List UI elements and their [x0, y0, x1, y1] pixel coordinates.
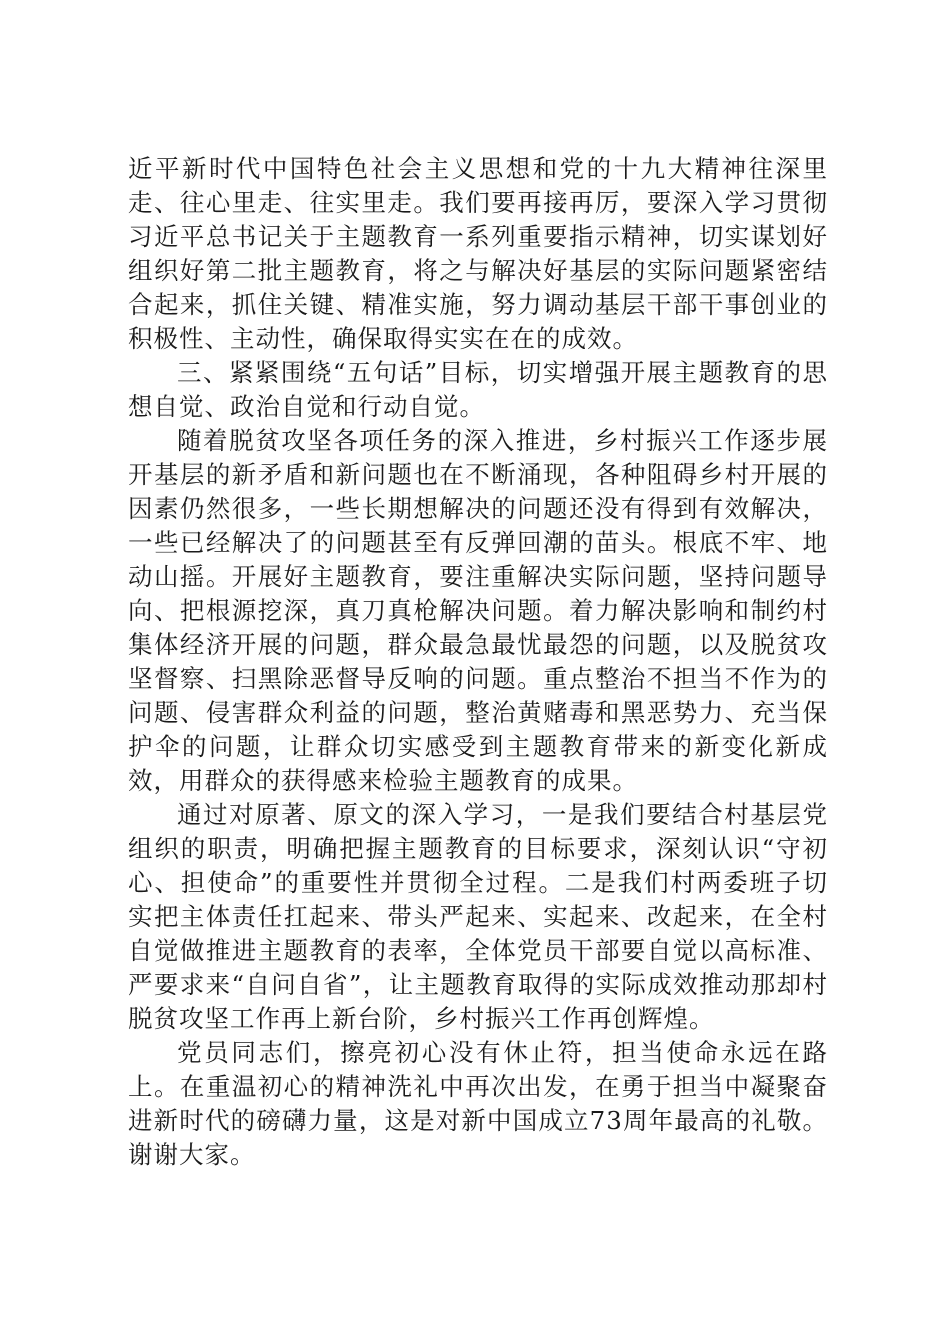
paragraph-study-measures: 通过对原著、原文的深入学习，一是我们要结合村基层党组织的职责，明确把握主题教育的目标要求，深刻认识“守初心、担使命”的重要性并贯彻全过程。二是我们村两委班子切实把主体责任扛起来、带头严起来、实起来、改起来，在全村自觉做推进主题教育的表率，全体党员干部要自觉以高标准、严要求来“自问自省”，让主题教育取得的实际成效推动那却村脱贫攻坚工作再上新台阶，乡村振兴工作再创辉煌。 — [128, 800, 828, 1033]
paragraph-continuation: 近平新时代中国特色社会主义思想和党的十九大精神往深里走、往心里走、往实里走。我们要再接再厉，要深入学习贯彻习近平总书记关于主题教育一系列重要指示精神，切实谋划好组织好第二批主题教育，将之与解决好基层的实际问题紧密结合起来，抓住关键、精准实施，努力调动基层干部干事创业的积极性、主动性，确保取得实实在在的成效。 — [128, 154, 828, 353]
section-heading-three: 三、紧紧围绕“五句话”目标，切实增强开展主题教育的思想自觉、政治自觉和行动自觉。 — [128, 358, 828, 421]
paragraph-rural-revitalization: 随着脱贫攻坚各项任务的深入推进，乡村振兴工作逐步展开基层的新矛盾和新问题也在不断涌现，各种阻碍乡村开展的因素仍然很多，一些长期想解决的问题还没有得到有效解决，一些已经解决了的问题甚至有反弹回潮的苗头。根底不牢、地动山摇。开展好主题教育，要注重解决实际问题，坚持问题导向、把根源挖深，真刀真枪解决问题。着力解决影响和制约村集体经济开展的问题，群众最急最忧最怨的问题，以及脱贫攻坚督察、扫黑除恶督导反响的问题。重点整治不担当不作为的问题、侵害群众利益的问题，整治黄赌毒和黑恶势力、充当保护伞的问题，让群众切实感受到主题教育带来的新变化新成效，用群众的获得感来检验主题教育的成果。 — [128, 426, 828, 795]
document-body — [128, 152, 828, 1172]
paragraph-closing: 党员同志们，擦亮初心没有休止符，担当使命永远在路上。在重温初心的精神洗礼中再次出发，在勇于担当中凝聚奋进新时代的磅礴力量，这是对新中国成立73周年最高的礼敬。谢谢大家。 — [128, 1038, 828, 1169]
